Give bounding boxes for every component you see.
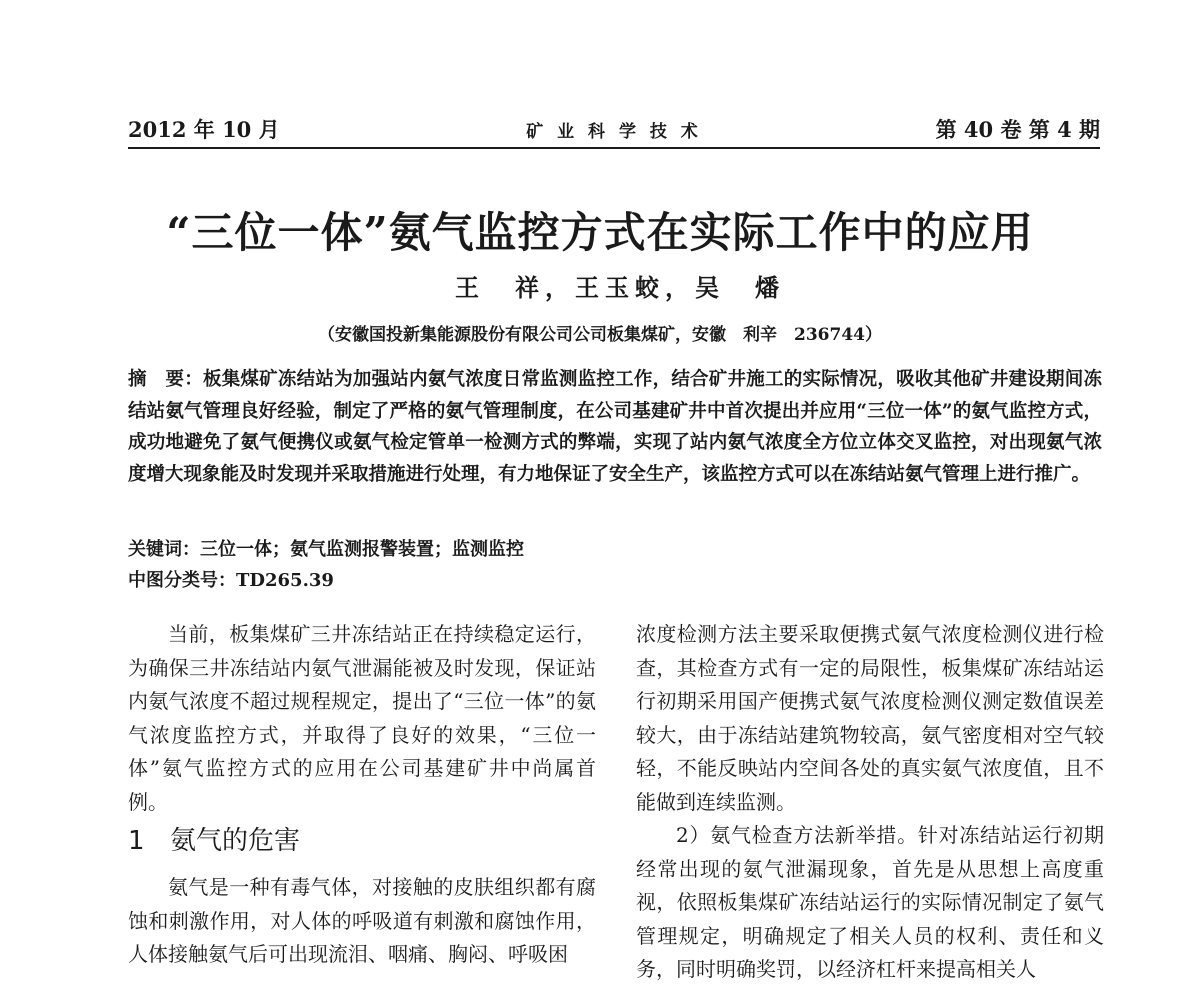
keywords: [128, 535, 1102, 561]
classification-text: TD265.39: [236, 570, 334, 591]
body-paragraph: 2）氨气检查方法新举措。针对冻结站运行初期经常出现的氨气泄漏现象，首先是从思想上高度重视，依照板集煤矿冻结站运行的实际情况制定了氨气管理规定，明确规定了相关人员的权利、责任和义务，同时明确奖罚，以经济杠杆来提高相关人: [636, 823, 1104, 981]
paper-title: “三位一体”氨气监控方式在实际工作中的应用: [166, 208, 1034, 257]
classification-label: 中图分类号：: [128, 570, 236, 591]
body-paragraph: 当前，板集煤矿三井冻结站正在持续稳定运行，为确保三井冻结站内氨气泄漏能被及时发现，保证站内氨气浓度不超过规程规定，提出了“三位一体”的氨气浓度监控方式，并取得了良好的效果，“三位一体”氨气监控方式的应用在公司基建矿井中尚属首例。: [128, 622, 596, 814]
section-heading: [128, 823, 596, 859]
body-paragraph: 浓度检测方法主要采取便携式氨气浓度检测仪进行检查，其检查方式有一定的局限性，板集煤矿冻结站运行初期采用国产便携式氨气浓度检测仪测定数值误差较大，由于冻结站建筑物较高，氨气密度相对空气较轻，不能反映站内空间各处的真实氨气浓度值，且不能做到连续监测。: [636, 622, 1104, 814]
body-paragraph: 氨气是一种有毒气体，对接触的皮肤组织都有腐蚀和刺激作用，对人体的呼吸道有刺激和腐蚀作用，人体接触氨气后可出现流泪、咽痛、胸闷、呼吸困: [128, 875, 596, 966]
header-journal-name: 矿 业 科 学 技 术: [526, 122, 702, 142]
keywords-text: 三位一体；氨气监测报警装置；监测监控: [200, 539, 524, 560]
section-number: 1: [128, 826, 145, 856]
classification-number: [128, 566, 1102, 592]
section-title: 氨气的危害: [170, 826, 301, 856]
abstract-label: 摘 要：: [128, 369, 203, 390]
header-issue: 第 40 卷 第 4 期: [935, 117, 1100, 142]
body-column-left: [128, 618, 596, 972]
keywords-label: 关键词：: [128, 539, 200, 560]
abstract-text: 板集煤矿冻结站为加强站内氨气浓度日常监测监控工作，结合矿井施工的实际情况，吸收其他矿井建设期间冻结站氨气管理良好经验，制定了严格的氨气管理制度，在公司基建矿井中首次提出并应用“三位一体”的氨气监控方式，成功地避免了氨气便携仪或氨气检定管单一检测方式的弊端，实现了站内氨气浓度全方位立体交叉监控，对出现氨气浓度增大现象能及时发现并采取措施进行处理，有力地保证了安全生产，该监控方式可以在冻结站氨气管理上进行推广。: [128, 369, 1102, 485]
paper-authors: 王 祥，王玉蛟，吴 燔: [455, 273, 785, 302]
header-date: 2012 年 10 月: [128, 117, 280, 142]
running-header: [128, 114, 1100, 144]
abstract: [128, 364, 1102, 490]
body-column-right: [636, 618, 1104, 987]
header-rule: [128, 147, 1100, 149]
paper-affiliation: （安徽国投新集能源股份有限公司公司板集煤矿，安徽 利辛 236744）: [318, 325, 882, 345]
